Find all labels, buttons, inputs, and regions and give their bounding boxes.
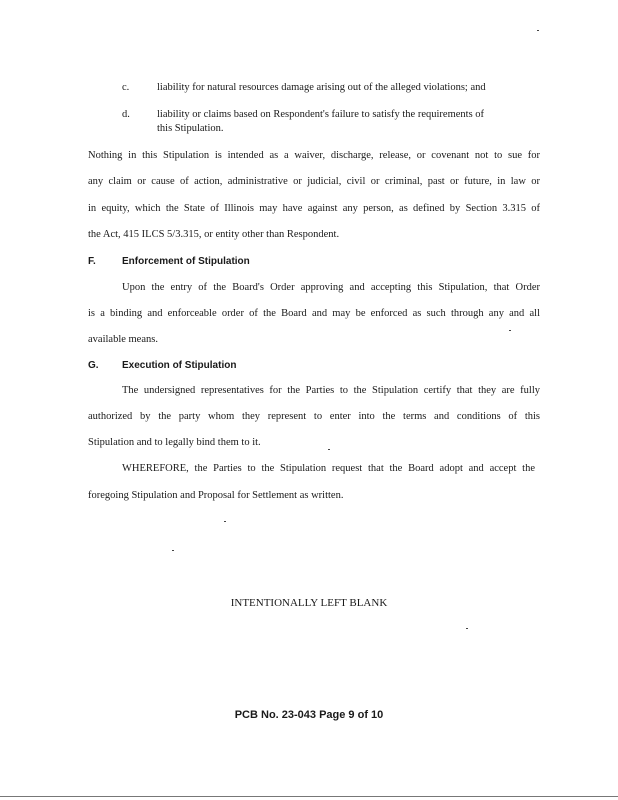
paragraph-line: The undersigned representatives for the Parties to the Stipulation certify that they are fully [122,385,540,396]
list-item-text: this Stipulation. [157,123,224,134]
paragraph-line: Nothing in this Stipulation is intended as a waiver, discharge, release, or covenant not to sue for [88,150,540,161]
paragraph-line: in equity, which the State of Illinois may have against any person, as defined by Section 3.315 of [88,203,540,214]
list-item-text: liability or claims based on Respondent's failure to satisfy the requirements of [157,109,485,120]
paragraph-line: WHEREFORE, the Parties to the Stipulation request that the Board adopt and accept the [122,463,535,474]
section-heading: Execution of Stipulation [122,360,237,371]
scan-speck [509,330,511,331]
paragraph-line: the Act, 415 ILCS 5/3.315, or entity other than Respondent. [88,229,340,240]
paragraph-line: Stipulation and to legally bind them to it. [88,437,261,448]
intentionally-blank-notice: INTENTIONALLY LEFT BLANK [230,597,388,609]
paragraph-line: any claim or cause of action, administrative or judicial, civil or criminal, past or future, in law or [88,176,540,187]
list-item-letter: c. [122,82,130,93]
scan-speck [224,521,226,522]
paragraph-line: authorized by the party whom they represent to enter into the terms and conditions of this [88,411,540,422]
page-bottom-edge [0,796,618,797]
scan-speck [172,550,174,551]
scan-speck [537,30,539,31]
section-heading: Enforcement of Stipulation [122,256,250,267]
scan-speck [466,628,468,629]
paragraph-line: is a binding and enforceable order of the Board and may be enforced as such through any and all [88,308,540,319]
section-letter: G. [88,360,99,371]
page-footer: PCB No. 23-043 Page 9 of 10 [234,709,384,721]
paragraph-line: available means. [88,334,158,345]
scan-speck [328,449,330,450]
section-letter: F. [88,256,96,267]
list-item-letter: d. [122,109,130,120]
list-item-text: liability for natural resources damage arising out of the alleged violations; and [157,82,486,93]
paragraph-line: Upon the entry of the Board's Order approving and accepting this Stipulation, that Order [122,282,540,293]
paragraph-line: foregoing Stipulation and Proposal for Settlement as written. [88,490,344,501]
